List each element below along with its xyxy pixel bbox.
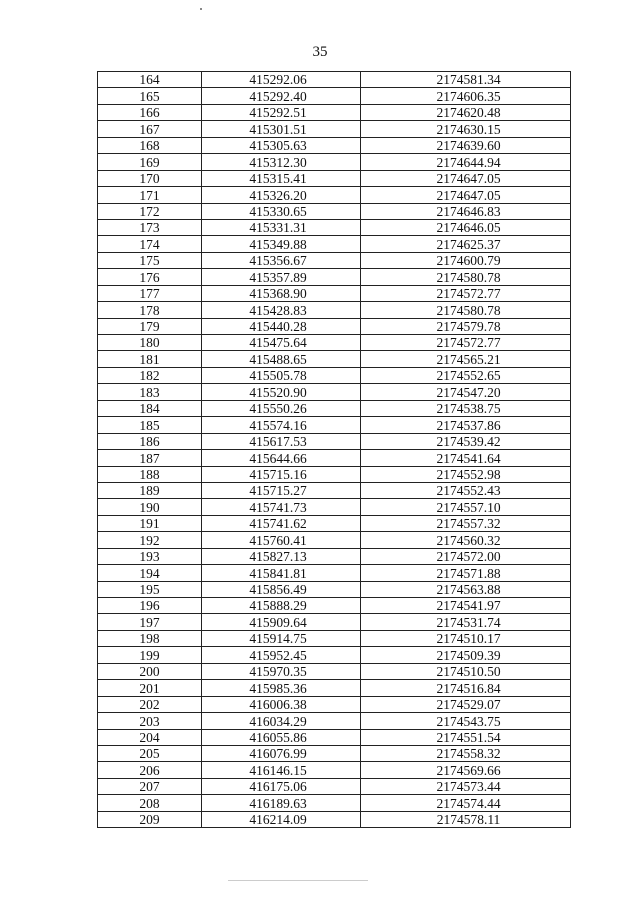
x-coordinate-cell: 415315.41 [202, 170, 361, 186]
point-number-cell: 191 [98, 515, 202, 531]
y-coordinate-cell: 2174571.88 [361, 565, 571, 581]
y-coordinate-cell: 2174569.66 [361, 762, 571, 778]
y-coordinate-cell: 2174580.78 [361, 302, 571, 318]
x-coordinate-cell: 415617.53 [202, 433, 361, 449]
point-number-cell: 167 [98, 121, 202, 137]
point-number-cell: 199 [98, 647, 202, 663]
table-row [98, 417, 571, 433]
y-coordinate-cell: 2174573.44 [361, 778, 571, 794]
x-coordinate-cell: 415827.13 [202, 548, 361, 564]
point-number-cell: 174 [98, 236, 202, 252]
x-coordinate-cell: 416146.15 [202, 762, 361, 778]
x-coordinate-cell: 415760.41 [202, 532, 361, 548]
x-coordinate-cell: 415909.64 [202, 614, 361, 630]
y-coordinate-cell: 2174644.94 [361, 154, 571, 170]
x-coordinate-cell: 415715.16 [202, 466, 361, 482]
y-coordinate-cell: 2174572.77 [361, 285, 571, 301]
point-number-cell: 177 [98, 285, 202, 301]
y-coordinate-cell: 2174647.05 [361, 170, 571, 186]
table-row [98, 614, 571, 630]
point-number-cell: 185 [98, 417, 202, 433]
point-number-cell: 192 [98, 532, 202, 548]
x-coordinate-cell: 415914.75 [202, 630, 361, 646]
point-number-cell: 208 [98, 795, 202, 811]
table-row [98, 121, 571, 137]
point-number-cell: 205 [98, 745, 202, 761]
point-number-cell: 194 [98, 565, 202, 581]
point-number-cell: 176 [98, 269, 202, 285]
x-coordinate-cell: 415349.88 [202, 236, 361, 252]
table-row [98, 680, 571, 696]
point-number-cell: 190 [98, 499, 202, 515]
point-number-cell: 175 [98, 252, 202, 268]
point-number-cell: 182 [98, 367, 202, 383]
table-row [98, 565, 571, 581]
point-number-cell: 187 [98, 450, 202, 466]
x-coordinate-cell: 416034.29 [202, 713, 361, 729]
point-number-cell: 207 [98, 778, 202, 794]
y-coordinate-cell: 2174537.86 [361, 417, 571, 433]
x-coordinate-cell: 415331.31 [202, 219, 361, 235]
table-row [98, 302, 571, 318]
x-coordinate-cell: 415292.06 [202, 72, 361, 88]
table-row [98, 154, 571, 170]
table-row [98, 713, 571, 729]
x-coordinate-cell: 415888.29 [202, 598, 361, 614]
y-coordinate-cell: 2174516.84 [361, 680, 571, 696]
table-row [98, 203, 571, 219]
x-coordinate-cell: 415741.73 [202, 499, 361, 515]
point-number-cell: 170 [98, 170, 202, 186]
x-coordinate-cell: 416189.63 [202, 795, 361, 811]
x-coordinate-cell: 415475.64 [202, 335, 361, 351]
y-coordinate-cell: 2174510.50 [361, 663, 571, 679]
point-number-cell: 204 [98, 729, 202, 745]
y-coordinate-cell: 2174639.60 [361, 137, 571, 153]
table-row [98, 466, 571, 482]
table-row [98, 811, 571, 827]
x-coordinate-cell: 415952.45 [202, 647, 361, 663]
table-row [98, 663, 571, 679]
table-row [98, 335, 571, 351]
y-coordinate-cell: 2174630.15 [361, 121, 571, 137]
table-row [98, 450, 571, 466]
x-coordinate-cell: 415368.90 [202, 285, 361, 301]
x-coordinate-cell: 415312.30 [202, 154, 361, 170]
scan-artifact-line [228, 880, 368, 881]
x-coordinate-cell: 415841.81 [202, 565, 361, 581]
x-coordinate-cell: 415292.40 [202, 88, 361, 104]
y-coordinate-cell: 2174541.97 [361, 598, 571, 614]
x-coordinate-cell: 416214.09 [202, 811, 361, 827]
y-coordinate-cell: 2174579.78 [361, 318, 571, 334]
y-coordinate-cell: 2174647.05 [361, 187, 571, 203]
table-row [98, 499, 571, 515]
y-coordinate-cell: 2174552.98 [361, 466, 571, 482]
table-row [98, 729, 571, 745]
point-number-cell: 173 [98, 219, 202, 235]
point-number-cell: 180 [98, 335, 202, 351]
table-row [98, 630, 571, 646]
y-coordinate-cell: 2174557.10 [361, 499, 571, 515]
y-coordinate-cell: 2174557.32 [361, 515, 571, 531]
point-number-cell: 179 [98, 318, 202, 334]
y-coordinate-cell: 2174572.00 [361, 548, 571, 564]
table-row [98, 433, 571, 449]
y-coordinate-cell: 2174543.75 [361, 713, 571, 729]
x-coordinate-cell: 415574.16 [202, 417, 361, 433]
table-row [98, 252, 571, 268]
point-number-cell: 197 [98, 614, 202, 630]
table-row [98, 795, 571, 811]
table-row [98, 532, 571, 548]
y-coordinate-cell: 2174541.64 [361, 450, 571, 466]
y-coordinate-cell: 2174606.35 [361, 88, 571, 104]
x-coordinate-cell: 415550.26 [202, 400, 361, 416]
x-coordinate-cell: 416175.06 [202, 778, 361, 794]
table-row [98, 367, 571, 383]
x-coordinate-cell: 415326.20 [202, 187, 361, 203]
table-row [98, 88, 571, 104]
x-coordinate-cell: 415644.66 [202, 450, 361, 466]
point-number-cell: 171 [98, 187, 202, 203]
table-row [98, 384, 571, 400]
y-coordinate-cell: 2174620.48 [361, 104, 571, 120]
table-row [98, 170, 571, 186]
x-coordinate-cell: 415440.28 [202, 318, 361, 334]
x-coordinate-cell: 416055.86 [202, 729, 361, 745]
x-coordinate-cell: 415356.67 [202, 252, 361, 268]
point-number-cell: 189 [98, 482, 202, 498]
x-coordinate-cell: 415856.49 [202, 581, 361, 597]
point-number-cell: 166 [98, 104, 202, 120]
point-number-cell: 201 [98, 680, 202, 696]
table-row [98, 72, 571, 88]
point-number-cell: 195 [98, 581, 202, 597]
point-number-cell: 168 [98, 137, 202, 153]
x-coordinate-cell: 415505.78 [202, 367, 361, 383]
y-coordinate-cell: 2174625.37 [361, 236, 571, 252]
point-number-cell: 196 [98, 598, 202, 614]
y-coordinate-cell: 2174646.05 [361, 219, 571, 235]
y-coordinate-cell: 2174547.20 [361, 384, 571, 400]
point-number-cell: 169 [98, 154, 202, 170]
table-row [98, 515, 571, 531]
y-coordinate-cell: 2174563.88 [361, 581, 571, 597]
y-coordinate-cell: 2174581.34 [361, 72, 571, 88]
x-coordinate-cell: 415741.62 [202, 515, 361, 531]
y-coordinate-cell: 2174574.44 [361, 795, 571, 811]
point-number-cell: 181 [98, 351, 202, 367]
point-number-cell: 209 [98, 811, 202, 827]
y-coordinate-cell: 2174572.77 [361, 335, 571, 351]
scan-artifact [200, 8, 202, 10]
x-coordinate-cell: 415330.65 [202, 203, 361, 219]
y-coordinate-cell: 2174538.75 [361, 400, 571, 416]
x-coordinate-cell: 416076.99 [202, 745, 361, 761]
point-number-cell: 164 [98, 72, 202, 88]
table-row [98, 400, 571, 416]
point-number-cell: 206 [98, 762, 202, 778]
y-coordinate-cell: 2174560.32 [361, 532, 571, 548]
table-row [98, 482, 571, 498]
y-coordinate-cell: 2174600.79 [361, 252, 571, 268]
point-number-cell: 186 [98, 433, 202, 449]
x-coordinate-cell: 415715.27 [202, 482, 361, 498]
point-number-cell: 178 [98, 302, 202, 318]
y-coordinate-cell: 2174509.39 [361, 647, 571, 663]
table-row [98, 581, 571, 597]
table-row [98, 548, 571, 564]
table-row [98, 647, 571, 663]
x-coordinate-cell: 415970.35 [202, 663, 361, 679]
x-coordinate-cell: 415301.51 [202, 121, 361, 137]
x-coordinate-cell: 416006.38 [202, 696, 361, 712]
table-row [98, 187, 571, 203]
y-coordinate-cell: 2174646.83 [361, 203, 571, 219]
table-row [98, 598, 571, 614]
table-row [98, 762, 571, 778]
point-number-cell: 193 [98, 548, 202, 564]
y-coordinate-cell: 2174578.11 [361, 811, 571, 827]
point-number-cell: 188 [98, 466, 202, 482]
x-coordinate-cell: 415357.89 [202, 269, 361, 285]
table-row [98, 137, 571, 153]
x-coordinate-cell: 415305.63 [202, 137, 361, 153]
y-coordinate-cell: 2174539.42 [361, 433, 571, 449]
page-number: 35 [312, 44, 328, 60]
y-coordinate-cell: 2174552.65 [361, 367, 571, 383]
y-coordinate-cell: 2174565.21 [361, 351, 571, 367]
x-coordinate-cell: 415985.36 [202, 680, 361, 696]
point-number-cell: 198 [98, 630, 202, 646]
x-coordinate-cell: 415292.51 [202, 104, 361, 120]
table-row [98, 745, 571, 761]
x-coordinate-cell: 415488.65 [202, 351, 361, 367]
y-coordinate-cell: 2174580.78 [361, 269, 571, 285]
y-coordinate-cell: 2174558.32 [361, 745, 571, 761]
table-row [98, 236, 571, 252]
y-coordinate-cell: 2174529.07 [361, 696, 571, 712]
x-coordinate-cell: 415520.90 [202, 384, 361, 400]
table-row [98, 778, 571, 794]
point-number-cell: 203 [98, 713, 202, 729]
point-number-cell: 165 [98, 88, 202, 104]
table-row [98, 285, 571, 301]
point-number-cell: 172 [98, 203, 202, 219]
coordinates-table-body [98, 72, 571, 828]
x-coordinate-cell: 415428.83 [202, 302, 361, 318]
table-row [98, 269, 571, 285]
point-number-cell: 183 [98, 384, 202, 400]
table-row [98, 219, 571, 235]
y-coordinate-cell: 2174531.74 [361, 614, 571, 630]
point-number-cell: 200 [98, 663, 202, 679]
y-coordinate-cell: 2174551.54 [361, 729, 571, 745]
table-row [98, 351, 571, 367]
y-coordinate-cell: 2174510.17 [361, 630, 571, 646]
y-coordinate-cell: 2174552.43 [361, 482, 571, 498]
point-number-cell: 202 [98, 696, 202, 712]
coordinates-table [97, 71, 571, 828]
table-row [98, 104, 571, 120]
table-row [98, 696, 571, 712]
table-row [98, 318, 571, 334]
point-number-cell: 184 [98, 400, 202, 416]
